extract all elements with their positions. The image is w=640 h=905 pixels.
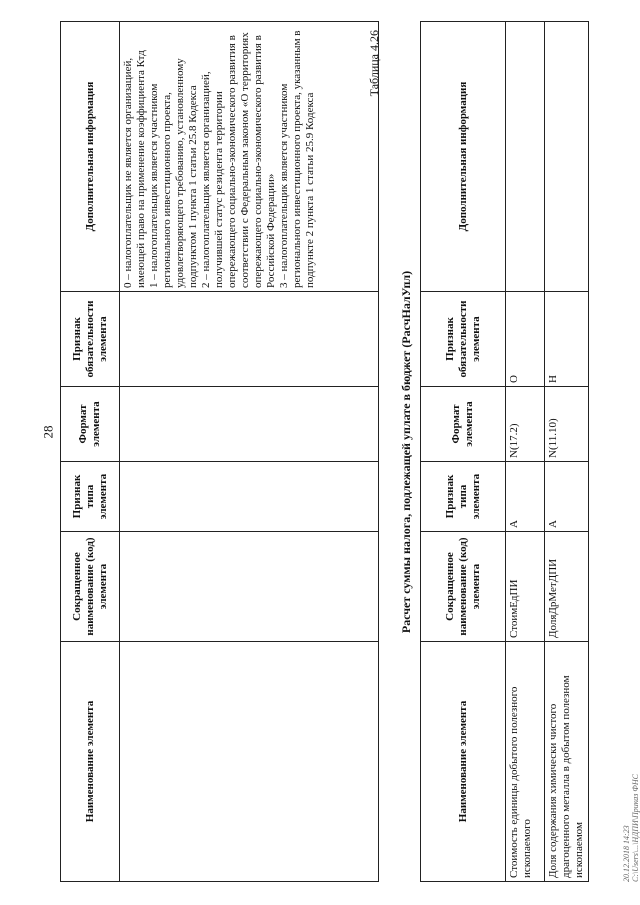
header-format: Формат элемента — [61, 387, 120, 462]
table-header-row — [61, 22, 120, 882]
table-row — [120, 22, 379, 882]
cell-format: N(17.2) — [506, 387, 545, 462]
print-footer — [622, 774, 640, 882]
code-value-3: 3 – налогоплательщик является участником регионального инвестиционного проекта, указанным в подпункте 2 пункта 1 статьи 25.9 Кодекса — [278, 30, 316, 288]
footer-path: C:\Users\...\НДПИ\Приказ ФНС — [631, 774, 640, 882]
code-values-list — [122, 25, 317, 288]
header-code: Сокращенное наименование (код) элемента — [421, 532, 506, 642]
page-number: 28 — [40, 425, 56, 439]
rotated-page — [20, 12, 640, 892]
code-value-2: 2 – налогоплательщик является организацией, получившей статус резидента территории опережающего социально-экономического развития в соответствии с Федеральным законом «О территориях опережающего социально-экономического развития в Российской Федерации» — [200, 32, 277, 288]
cell-type — [120, 462, 379, 532]
header-required: Признак обязательности элемента — [421, 292, 506, 387]
cell-name: Стоимость единицы добытого полезного ископаемого — [506, 642, 545, 882]
cell-name — [120, 642, 379, 882]
cell-required — [120, 292, 379, 387]
cell-code: ДоляДрМетДПИ — [545, 532, 589, 642]
table-row — [545, 22, 589, 882]
cell-format: N(11.10) — [545, 387, 589, 462]
header-type: Признак типа элемента — [61, 462, 120, 532]
code-value-0: 0 – налогоплательщик не является организацией, имеющей право на применение коэффициента Ктд — [122, 50, 147, 288]
header-type: Признак типа элемента — [421, 462, 506, 532]
table-row — [506, 22, 545, 882]
cell-type: А — [506, 462, 545, 532]
cell-info — [120, 22, 379, 292]
header-required: Признак обязательности элемента — [61, 292, 120, 387]
cell-name: Доля содержания химически чистого драгоценного металла в добытом полезном ископаемом — [545, 642, 589, 882]
table-continuation — [60, 21, 379, 882]
cell-code — [120, 532, 379, 642]
table-header-row — [421, 22, 506, 882]
cell-code: СтоимЕдПИ — [506, 532, 545, 642]
header-info: Дополнительная информация — [61, 22, 120, 292]
header-name: Наименование элемента — [61, 642, 120, 882]
code-value-1: 1 – налогоплательщик является участником регионального инвестиционного проекта, удовлетворяющего требованию, установленному подпунктом 1 пункта 1 статьи 25.8 Кодекса — [148, 58, 199, 288]
cell-info — [545, 22, 589, 292]
table-4-26 — [420, 21, 589, 882]
cell-required: О — [506, 292, 545, 387]
cell-type: А — [545, 462, 589, 532]
header-code: Сокращенное наименование (код) элемента — [61, 532, 120, 642]
footer-timestamp: 20.12.2018 14:23 — [622, 825, 631, 882]
table-number-label: Таблица 4.26 — [367, 30, 381, 97]
cell-info — [506, 22, 545, 292]
cell-required: Н — [545, 292, 589, 387]
cell-format — [120, 387, 379, 462]
header-name: Наименование элемента — [421, 642, 506, 882]
table-caption: Расчет суммы налога, подлежащей уплате в бюджет (РасчНалУпл) — [399, 270, 413, 634]
header-format: Формат элемента — [421, 387, 506, 462]
header-info: Дополнительная информация — [421, 22, 506, 292]
